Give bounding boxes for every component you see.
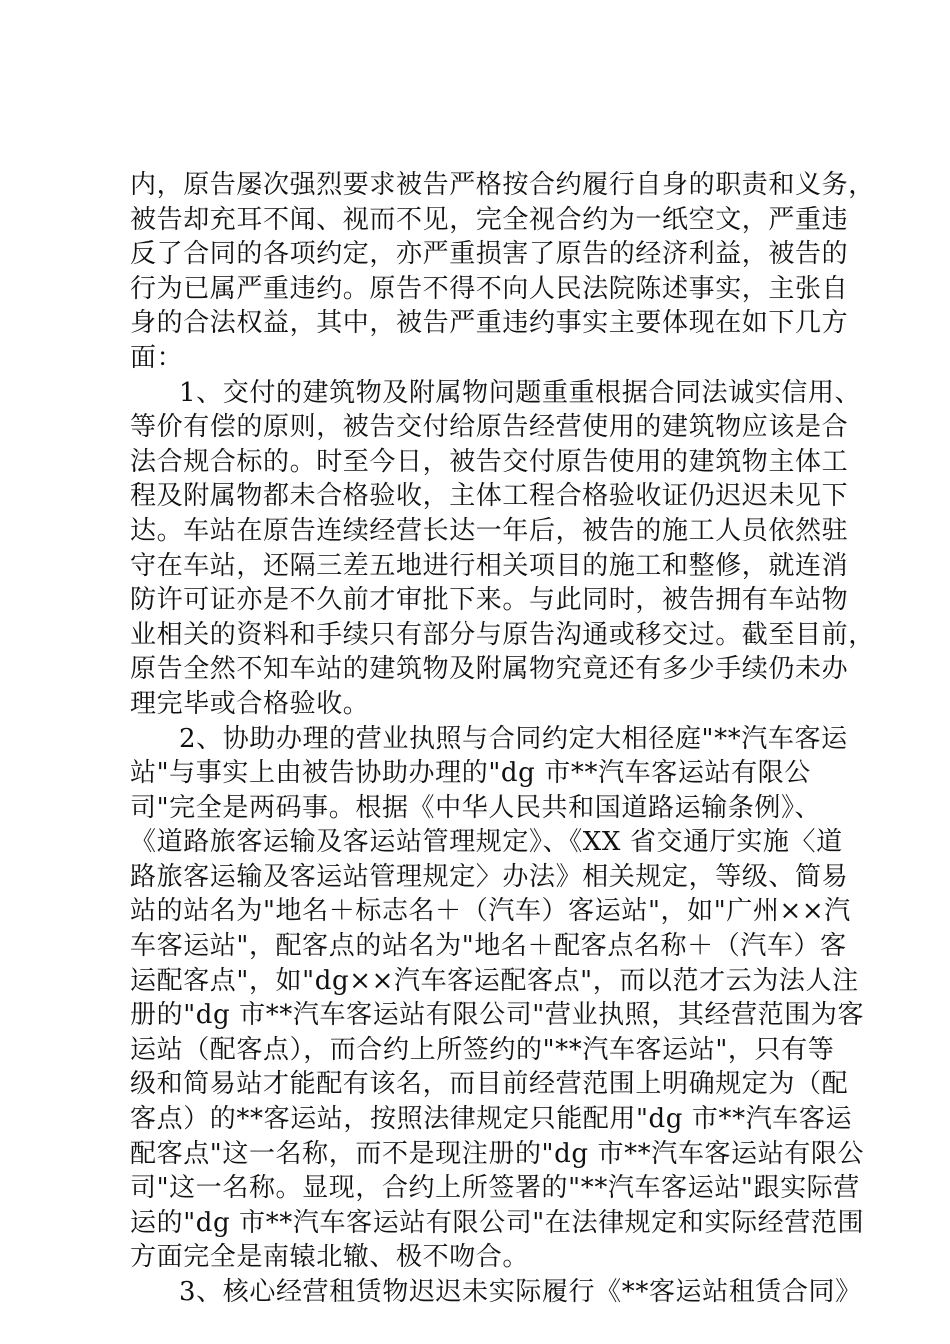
text-line: 车客运站"，配客点的站名为"地名＋配客点名称＋（汽车）客 xyxy=(130,931,847,962)
text-line: 配客点"这一名称，而不是现注册的"dg 市**汽车客运站有限公 xyxy=(130,1138,865,1169)
text-line: 运的"dg 市**汽车客运站有限公司"在法律规定和实际经营范围 xyxy=(130,1207,865,1238)
section-heading-1: 1、交付的建筑物及附属物问题重重根据合同法诚实信用、 xyxy=(179,377,862,408)
text-line: 行为已属严重违约。原告不得不向人民法院陈述事实，主张自 xyxy=(130,273,849,304)
document-body xyxy=(130,168,875,1310)
text-line: 身的合法权益，其中，被告严重违约事实主要体现在如下几方 xyxy=(130,308,849,339)
text-line: 面： xyxy=(130,342,184,373)
text-line: 司"这一名称。显现，合约上所签署的"**汽车客运站"跟实际营 xyxy=(130,1173,860,1204)
text-line: 法合规合标的。时至今日，被告交付原告使用的建筑物主体工 xyxy=(130,446,849,477)
text-line: 册的"dg 市**汽车客运站有限公司"营业执照，其经营范围为客 xyxy=(130,1000,865,1031)
section-heading-2: 2、协助办理的营业执照与合同约定大相径庭"**汽车客运 xyxy=(179,723,848,754)
text-line: 业相关的资料和手续只有部分与原告沟通或移交过。截至目前， xyxy=(130,619,875,650)
section-heading-3: 3、核心经营租赁物迟迟未实际履行《**客运站租赁合同》 xyxy=(179,1277,862,1307)
text-line: 客点）的**客运站，按照法律规定只能配用"dg 市**汽车客运 xyxy=(130,1104,853,1135)
text-line: 站"与事实上由被告协助办理的"dg 市**汽车客运站有限公 xyxy=(130,758,811,789)
text-line: 《道路旅客运输及客运站管理规定》、《XX 省交通厅实施〈道 xyxy=(130,827,843,858)
text-line: 站的站名为"地名＋标志名＋（汽车）客运站"，如"广州××汽 xyxy=(130,896,851,927)
text-line: 方面完全是南辕北辙、极不吻合。 xyxy=(130,1242,530,1273)
text-line: 被告却充耳不闻、视而不见，完全视合约为一纸空文，严重违 xyxy=(130,204,849,235)
text-line: 程及附属物都未合格验收，主体工程合格验收证仍迟迟未见下 xyxy=(130,481,849,512)
text-line: 司"完全是两码事。根据《中华人民共和国道路运输条例》、 xyxy=(130,792,822,823)
text-line: 运配客点"，如"dg××汽车客运配客点"，而以范才云为法人注 xyxy=(130,965,859,996)
text-line: 等价有偿的原则，被告交付给原告经营使用的建筑物应该是合 xyxy=(130,412,849,443)
text-line: 防许可证亦是不久前才审批下来。与此同时，被告拥有车站物 xyxy=(130,585,849,616)
text-line: 级和简易站才能配有该名，而目前经营范围上明确规定为（配 xyxy=(130,1069,849,1100)
text-line: 守在车站，还隔三差五地进行相关项目的施工和整修，就连消 xyxy=(130,550,849,581)
text-line: 原告全然不知车站的建筑物及附属物究竟还有多少手续仍未办 xyxy=(130,654,849,685)
text-line: 运站（配客点），而合约上所签约的"**汽车客运站"，只有等 xyxy=(130,1034,835,1065)
text-line: 路旅客运输及客运站管理规定〉办法》相关规定，等级、简易 xyxy=(130,861,849,892)
text-line: 达。车站在原告连续经营长达一年后，被告的施工人员依然驻 xyxy=(130,515,849,546)
text-line: 内，原告屡次强烈要求被告严格按合约履行自身的职责和义务， xyxy=(130,170,875,200)
text-line: 理完毕或合格验收。 xyxy=(130,688,370,719)
text-line: 反了合同的各项约定，亦严重损害了原告的经济利益，被告的 xyxy=(130,239,849,270)
